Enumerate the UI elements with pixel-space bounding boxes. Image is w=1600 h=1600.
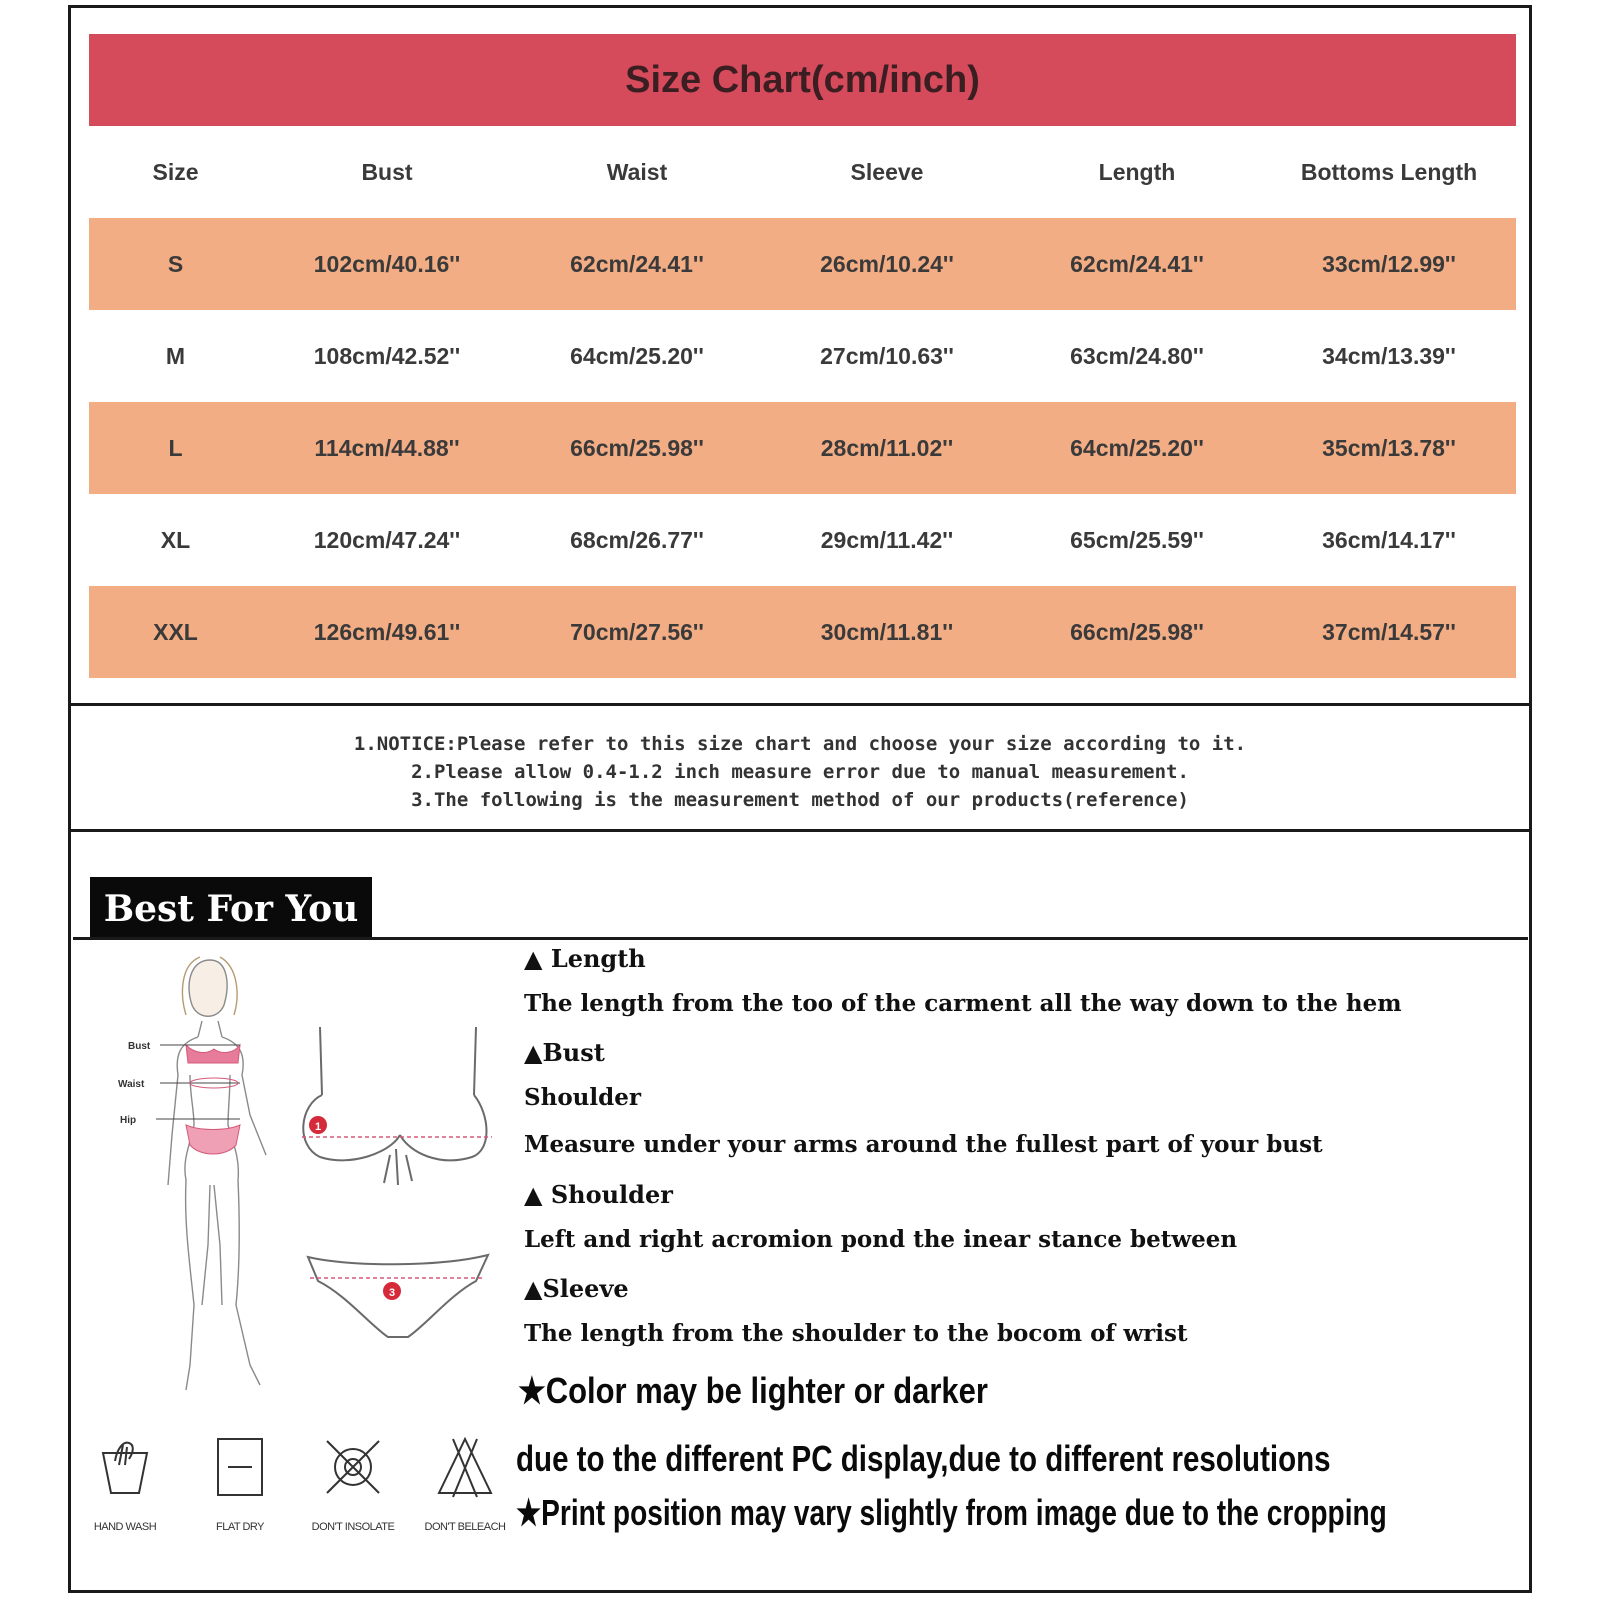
table-row xyxy=(89,218,1516,310)
bust-subheading: Shoulder xyxy=(524,1084,641,1111)
table-row xyxy=(89,310,1516,402)
display-note: due to the different PC display,due to different resolutions xyxy=(516,1438,1331,1479)
size-chart-title: Size Chart(cm/inch) xyxy=(625,58,980,101)
cell-length: 64cm/25.20'' xyxy=(1012,402,1262,494)
woman-figure-icon xyxy=(168,957,266,1390)
cell-bottoms-length: 34cm/13.39'' xyxy=(1322,342,1456,369)
cell-size: M xyxy=(165,342,186,369)
care-flat-dry xyxy=(185,1435,295,1533)
divider-top xyxy=(68,703,1532,706)
hip-fig-label: Hip xyxy=(120,1115,137,1126)
cell-sleeve: 27cm/10.63'' xyxy=(820,342,954,369)
hand-wash-label: HAND WASH xyxy=(93,1521,157,1533)
dont-bleach-label: DON'T BELEACH xyxy=(424,1521,506,1533)
care-dont-insolate xyxy=(298,1435,408,1533)
notice-block xyxy=(71,730,1529,814)
cell-length: 65cm/25.59'' xyxy=(1070,526,1204,553)
best-for-you-text: Best For You xyxy=(103,887,359,930)
measurement-illustration xyxy=(90,945,510,1425)
cell-bottoms-length: 35cm/13.78'' xyxy=(1262,402,1516,494)
table-row xyxy=(89,494,1516,586)
bust-description: Measure under your arms around the fullest part of your bust xyxy=(524,1131,1323,1158)
dont-bleach-icon xyxy=(433,1435,497,1499)
care-hand-wash xyxy=(70,1435,180,1533)
sleeve-description: The length from the shoulder to the bocom of wrist xyxy=(524,1320,1188,1347)
color-note: ★Color may be lighter or darker xyxy=(518,1370,988,1411)
cell-bust: 126cm/49.61'' xyxy=(262,586,512,678)
size-chart-title-bar xyxy=(89,34,1516,126)
bust-fig-label: Bust xyxy=(128,1041,151,1052)
flat-dry-icon xyxy=(208,1435,272,1499)
cell-waist: 66cm/25.98'' xyxy=(512,402,762,494)
bra-marker-label: 1 xyxy=(314,1121,322,1133)
cell-bust: 120cm/47.24'' xyxy=(313,526,461,553)
table-header-row xyxy=(89,126,1516,218)
cell-waist: 70cm/27.56'' xyxy=(512,586,762,678)
size-chart-table xyxy=(89,126,1516,678)
notice-line-1: 1.NOTICE:Please refer to this size chart and choose your size according to it. xyxy=(353,733,1247,755)
bra-outline-icon xyxy=(303,1027,486,1185)
best-for-you-label xyxy=(90,877,372,940)
sleeve-heading: ▲Sleeve xyxy=(524,1274,629,1303)
cell-bust: 108cm/42.52'' xyxy=(313,342,461,369)
cell-sleeve: 26cm/10.24'' xyxy=(762,218,1012,310)
care-dont-bleach xyxy=(410,1435,520,1533)
table-row xyxy=(89,402,1516,494)
figure-sketch xyxy=(90,945,510,1425)
divider-bottom xyxy=(68,829,1532,832)
print-note: ★Print position may vary slightly from image due to the cropping xyxy=(516,1492,1387,1533)
cell-bottoms-length: 36cm/14.17'' xyxy=(1322,526,1456,553)
cell-size: XL xyxy=(160,526,191,553)
cell-length: 63cm/24.80'' xyxy=(1070,342,1204,369)
header-bust: Bust xyxy=(361,158,413,185)
shoulder-heading: ▲ Shoulder xyxy=(524,1180,673,1209)
cell-size: L xyxy=(89,402,262,494)
waist-fig-label: Waist xyxy=(118,1079,145,1090)
cell-size: S xyxy=(89,218,262,310)
notice-line-2: 2.Please allow 0.4-1.2 inch measure error due to manual measurement. xyxy=(411,761,1189,783)
cell-length: 62cm/24.41'' xyxy=(1012,218,1262,310)
notice-line-3: 3.The following is the measurement method of our products(reference) xyxy=(411,789,1189,811)
flat-dry-label: FLAT DRY xyxy=(216,1521,264,1533)
dont-insolate-label: DON'T INSOLATE xyxy=(311,1521,395,1533)
header-size: Size xyxy=(152,158,199,185)
cell-sleeve: 30cm/11.81'' xyxy=(762,586,1012,678)
best-for-you-rule xyxy=(73,937,1528,940)
cell-waist: 64cm/25.20'' xyxy=(570,342,704,369)
bra-figure-icon xyxy=(186,1045,240,1063)
header-sleeve: Sleeve xyxy=(850,158,924,185)
cell-sleeve: 29cm/11.42'' xyxy=(820,526,954,553)
length-description: The length from the too of the carment all the way down to the hem xyxy=(524,990,1402,1017)
cell-length: 66cm/25.98'' xyxy=(1012,586,1262,678)
cell-waist: 68cm/26.77'' xyxy=(570,526,704,553)
dont-insolate-icon xyxy=(321,1435,385,1499)
cell-waist: 62cm/24.41'' xyxy=(512,218,762,310)
cell-bust: 102cm/40.16'' xyxy=(262,218,512,310)
cell-bust: 114cm/44.88'' xyxy=(262,402,512,494)
header-bottoms-length: Bottoms Length xyxy=(1300,158,1478,185)
cell-bottoms-length: 33cm/12.99'' xyxy=(1262,218,1516,310)
brief-figure-icon xyxy=(186,1125,240,1154)
hand-wash-icon xyxy=(93,1435,157,1499)
brief-marker-label: 3 xyxy=(388,1287,396,1299)
header-waist: Waist xyxy=(606,158,668,185)
cell-sleeve: 28cm/11.02'' xyxy=(762,402,1012,494)
cell-bottoms-length: 37cm/14.57'' xyxy=(1262,586,1516,678)
bust-heading: ▲Bust xyxy=(524,1038,605,1067)
cell-size: XXL xyxy=(89,586,262,678)
header-length: Length xyxy=(1098,158,1176,185)
length-heading: ▲ Length xyxy=(524,944,646,973)
table-row xyxy=(89,586,1516,678)
shoulder-description: Left and right acromion pond the inear stance between xyxy=(524,1226,1238,1253)
